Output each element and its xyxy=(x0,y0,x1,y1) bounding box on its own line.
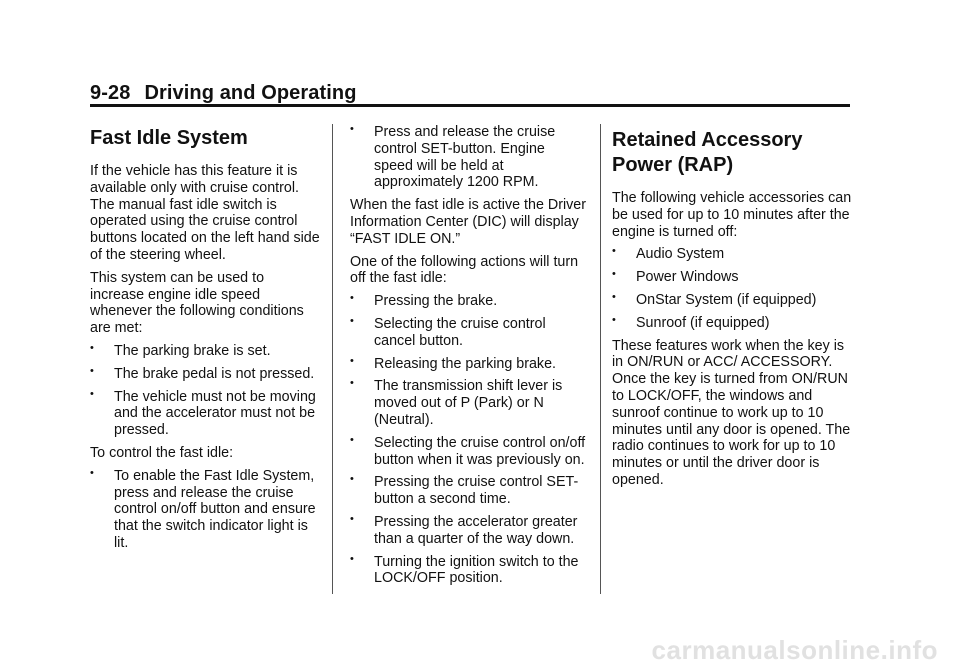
list-item: • The transmission shift lever is moved out of P (Park) or N (Neutral). xyxy=(350,377,563,428)
control-steps-list xyxy=(90,468,322,552)
page-header xyxy=(90,82,357,105)
bullet-icon: • xyxy=(612,290,616,303)
heading-retained-accessory-power: Retained Accessory Power (RAP) xyxy=(612,129,803,176)
section-title: Driving and Operating xyxy=(144,82,357,104)
list-item: • Pressing the brake. xyxy=(350,292,498,310)
header-rule xyxy=(90,104,850,107)
list-item: • Selecting the cruise control on/off button when it was previously on. xyxy=(350,433,586,468)
list-item: • The parking brake is set. xyxy=(90,341,271,359)
list-item: • Turning the ignition switch to the LOCK/OFF position. xyxy=(350,552,579,587)
list-item: • Audio System xyxy=(612,245,725,263)
fast-idle-intro: If the vehicle has this feature it is available only with cruise control. The manual fast idle switch is operated using the cruise control buttons located on the left hand side of the steering wheel. xyxy=(90,163,320,263)
heading-fast-idle-system: Fast Idle System xyxy=(90,127,248,149)
list-item: • The vehicle must not be moving and the accelerator must not be pressed. xyxy=(90,387,316,439)
bullet-icon: • xyxy=(612,268,616,281)
bullet-icon: • xyxy=(350,433,354,446)
page-number: 9-28 xyxy=(90,82,131,104)
watermark: carmanualsonline.info xyxy=(651,635,938,665)
list-item: • Selecting the cruise control cancel button. xyxy=(350,314,546,349)
bullet-icon: • xyxy=(350,123,354,135)
list-item: • OnStar System (if equipped) xyxy=(612,290,817,308)
control-steps-cont-list xyxy=(350,124,586,191)
list-item: • To enable the Fast Idle System, press and release the cruise control on/off button and ensure that the switch indicator light is lit. xyxy=(90,466,316,551)
rap-body: These features work when the key is in ON/RUN or ACC/ ACCESSORY. Once the key is turned from ON/RUN to LOCK/OFF, the windows and sunroof continue to work up to 10 minutes until any door is opened. The radio continues to work for up to 10 minutes or until the driver door is opened. xyxy=(612,337,851,488)
list-item: • The brake pedal is not pressed. xyxy=(90,364,315,382)
bullet-icon: • xyxy=(350,552,354,565)
bullet-icon: • xyxy=(350,473,354,486)
bullet-icon: • xyxy=(350,354,354,367)
column-fast-idle-cont xyxy=(350,124,586,593)
list-item: • Sunroof (if equipped) xyxy=(612,313,770,331)
column-divider-2 xyxy=(600,124,601,594)
dic-display-text: When the fast idle is active the Driver Information Center (DIC) will display “FAST IDLE ON.” xyxy=(350,197,586,247)
list-item: • Releasing the parking brake. xyxy=(350,354,556,372)
list-item: • Pressing the accelerator greater than a quarter of the way down. xyxy=(350,512,578,547)
conditions-list xyxy=(90,343,322,439)
bullet-icon: • xyxy=(350,377,354,390)
bullet-icon: • xyxy=(350,292,354,305)
rap-intro: The following vehicle accessories can be used for up to 10 minutes after the engine is turned off: xyxy=(612,190,852,240)
accessories-list xyxy=(612,246,852,331)
bullet-icon: • xyxy=(90,387,94,400)
bullet-icon: • xyxy=(90,364,94,377)
bullet-icon: • xyxy=(350,314,354,327)
conditions-intro: This system can be used to increase engine idle speed whenever the following conditions are met: xyxy=(90,269,304,337)
turn-off-intro: One of the following actions will turn off the fast idle: xyxy=(350,253,579,287)
bullet-icon: • xyxy=(350,512,354,525)
column-fast-idle xyxy=(90,124,322,558)
column-divider-1 xyxy=(332,124,333,594)
bullet-icon: • xyxy=(90,466,94,479)
list-item: • Pressing the cruise control SET-button a second time. xyxy=(350,473,579,508)
column-rap xyxy=(612,124,852,495)
list-item: • Press and release the cruise control SET-button. Engine speed will be held at approximately 1200 RPM. xyxy=(350,123,556,191)
turn-off-actions-list xyxy=(350,293,586,587)
bullet-icon: • xyxy=(612,313,616,326)
bullet-icon: • xyxy=(90,341,94,354)
bullet-icon: • xyxy=(612,245,616,258)
list-item: • Power Windows xyxy=(612,268,739,286)
control-intro: To control the fast idle: xyxy=(90,444,234,461)
